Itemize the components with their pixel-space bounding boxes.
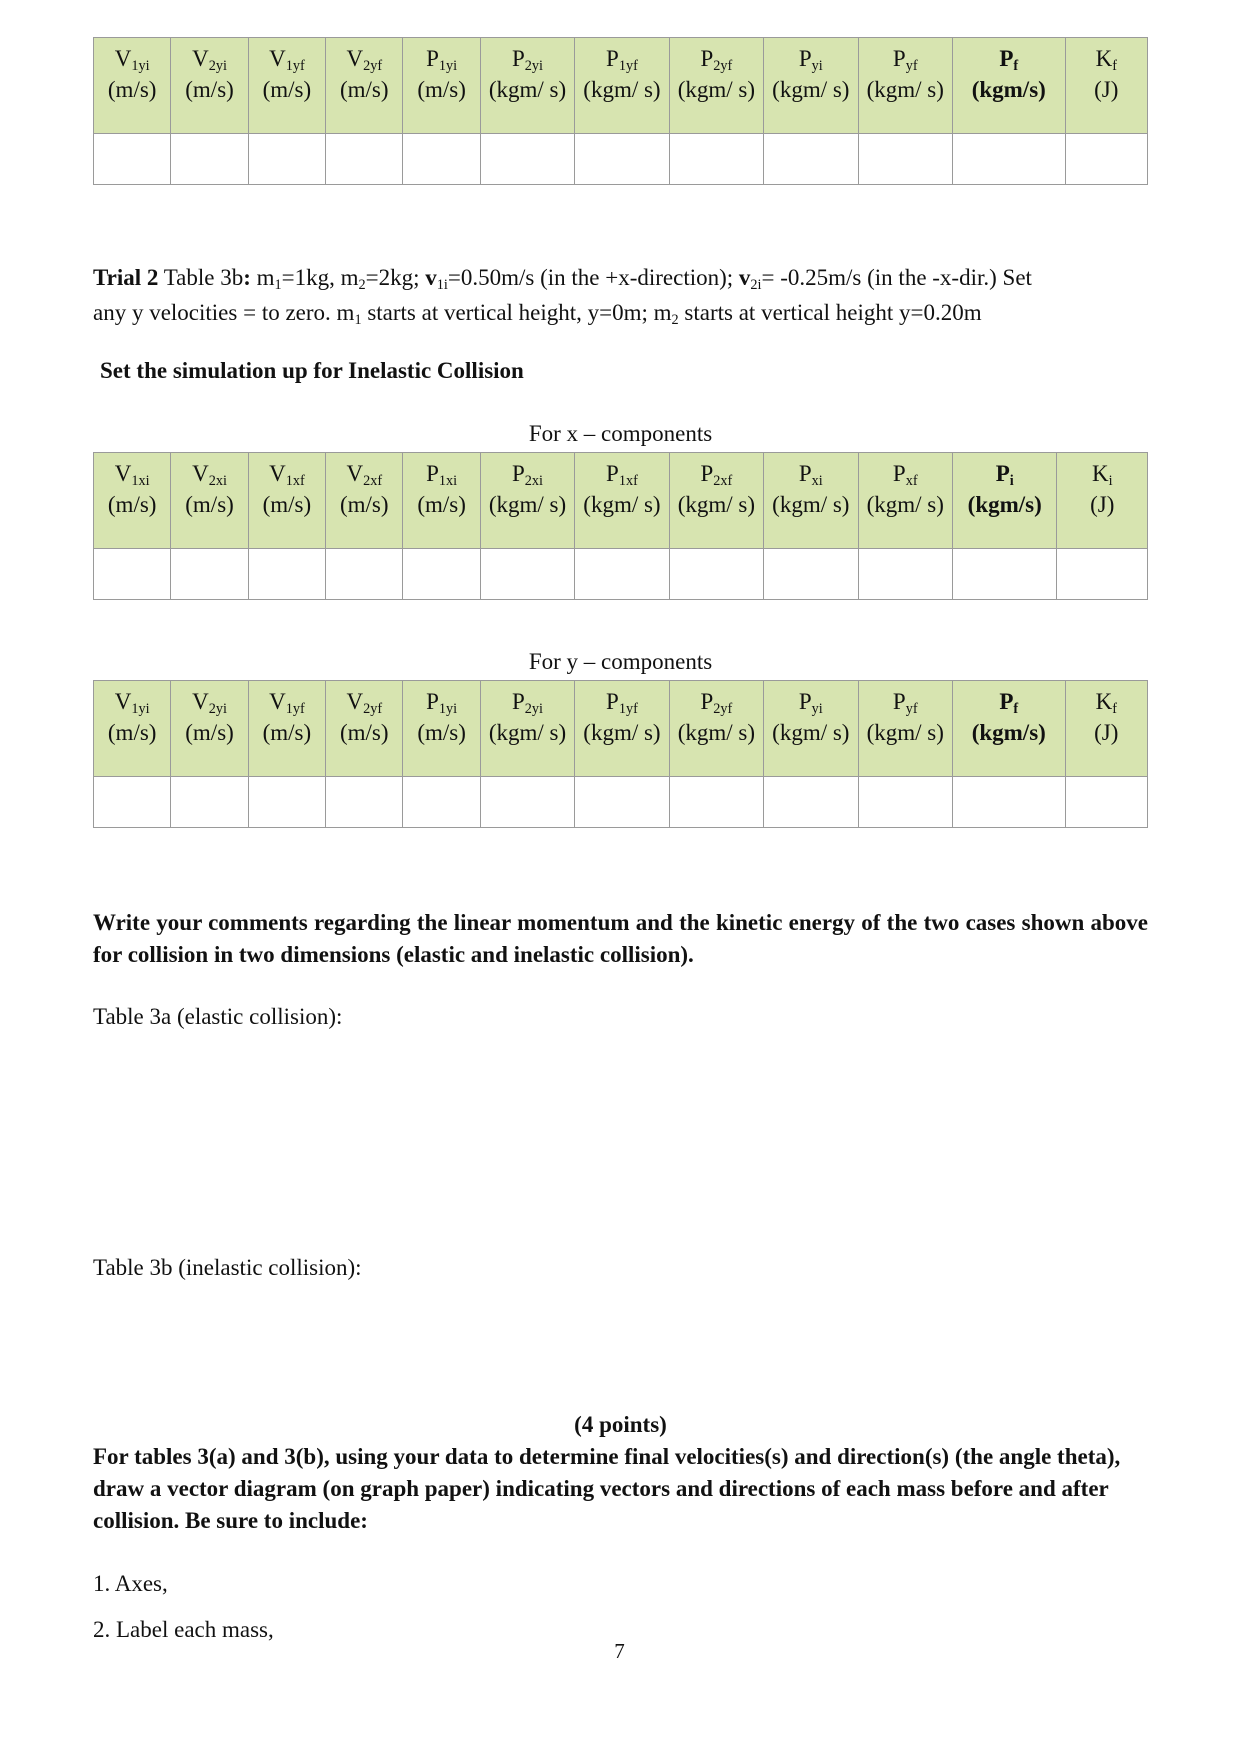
column-header: $P_{yf}$ (kgm/ s) bbox=[858, 38, 952, 134]
empty-cell[interactable] bbox=[952, 134, 1065, 185]
x-components-table-wrapper bbox=[93, 452, 1148, 600]
column-header: $P_{2yf}$ (kgm/ s) bbox=[669, 681, 763, 777]
column-header: $P_{1yf}$ (kgm/ s) bbox=[575, 38, 669, 134]
y-components-table-top bbox=[93, 37, 1148, 185]
column-header: $P_{2yi}$ (kgm/ s) bbox=[480, 38, 574, 134]
column-header: $P_{1xf}$ (kgm/ s) bbox=[575, 453, 669, 549]
empty-cell[interactable] bbox=[575, 549, 669, 600]
column-header: $P_{1yf}$ (kgm/ s) bbox=[575, 681, 669, 777]
table3a-label: Table 3a (elastic collision): bbox=[93, 1004, 343, 1029]
column-header: $V_{2yi}$ (m/s) bbox=[171, 38, 248, 134]
comments-prompt: Write your comments regarding the linear momentum and the kinetic energy of the two cases shown above for collision in two dimensions (elastic and inelastic collision). bbox=[93, 910, 1148, 967]
page-number: 7 bbox=[614, 1639, 625, 1663]
column-header: $P_{1yi}$ (m/s) bbox=[403, 38, 480, 134]
empty-cell[interactable] bbox=[403, 134, 480, 185]
column-header: $V_{1yf}$ (m/s) bbox=[248, 38, 325, 134]
empty-cell[interactable] bbox=[480, 549, 574, 600]
empty-cell[interactable] bbox=[858, 549, 952, 600]
column-header: $P_{yi}$ (kgm/ s) bbox=[764, 681, 858, 777]
y-components-caption: For y – components bbox=[528, 649, 713, 674]
list-item-axes: 1. Axes, bbox=[93, 1571, 168, 1596]
column-header: $P_{yi}$ (kgm/ s) bbox=[764, 38, 858, 134]
x-components-caption: For x – components bbox=[528, 421, 713, 446]
column-header: $P_{xi}$ (kgm/ s) bbox=[764, 453, 858, 549]
table-ref: Table 3b bbox=[163, 265, 244, 290]
data-row bbox=[94, 549, 1148, 600]
column-header: $P_{2yi}$ (kgm/ s) bbox=[480, 681, 574, 777]
column-header: $V_{2yi}$ (m/s) bbox=[171, 681, 248, 777]
empty-cell[interactable] bbox=[94, 777, 171, 828]
empty-cell[interactable] bbox=[171, 777, 248, 828]
column-header: $V_{1yi}$ (m/s) bbox=[94, 681, 171, 777]
empty-cell[interactable] bbox=[764, 134, 858, 185]
column-header: $P_i$ (kgm/s) bbox=[952, 453, 1056, 549]
empty-cell[interactable] bbox=[1057, 549, 1148, 600]
column-header: $V_{2yf}$ (m/s) bbox=[326, 681, 403, 777]
empty-cell[interactable] bbox=[669, 134, 763, 185]
empty-cell[interactable] bbox=[952, 549, 1056, 600]
empty-cell[interactable] bbox=[171, 549, 248, 600]
column-header: $K_i$ (J) bbox=[1057, 453, 1148, 549]
column-header: $P_{2yf}$ (kgm/ s) bbox=[669, 38, 763, 134]
empty-cell[interactable] bbox=[669, 777, 763, 828]
column-header: $V_{1yf}$ (m/s) bbox=[248, 681, 325, 777]
empty-cell[interactable] bbox=[403, 549, 480, 600]
table3b-label: Table 3b (inelastic collision): bbox=[93, 1255, 362, 1280]
empty-cell[interactable] bbox=[248, 549, 325, 600]
empty-cell[interactable] bbox=[480, 134, 574, 185]
column-header: $P_f$ (kgm/s) bbox=[952, 38, 1065, 134]
empty-cell[interactable] bbox=[669, 549, 763, 600]
trial-label: Trial 2 bbox=[93, 265, 159, 290]
column-header: $P_{1yi}$ (m/s) bbox=[403, 681, 480, 777]
column-header: $V_{2xf}$ (m/s) bbox=[326, 453, 403, 549]
empty-cell[interactable] bbox=[1065, 777, 1147, 828]
empty-cell[interactable] bbox=[952, 777, 1065, 828]
column-header: $V_{1xi}$ (m/s) bbox=[94, 453, 171, 549]
empty-cell[interactable] bbox=[858, 777, 952, 828]
column-header: $V_{1xf}$ (m/s) bbox=[248, 453, 325, 549]
data-row bbox=[94, 134, 1148, 185]
empty-cell[interactable] bbox=[94, 549, 171, 600]
empty-cell[interactable] bbox=[326, 549, 403, 600]
column-header: $P_{1xi}$ (m/s) bbox=[403, 453, 480, 549]
empty-cell[interactable] bbox=[575, 777, 669, 828]
empty-cell[interactable] bbox=[764, 549, 858, 600]
column-header: $V_{2yf}$ (m/s) bbox=[326, 38, 403, 134]
empty-cell[interactable] bbox=[171, 134, 248, 185]
empty-cell[interactable] bbox=[94, 134, 171, 185]
empty-cell[interactable] bbox=[248, 777, 325, 828]
empty-cell[interactable] bbox=[575, 134, 669, 185]
points-label: (4 points) bbox=[574, 1412, 667, 1437]
column-header: $P_{xf}$ (kgm/ s) bbox=[858, 453, 952, 549]
data-row bbox=[94, 777, 1148, 828]
empty-cell[interactable] bbox=[248, 134, 325, 185]
list-item-label-mass: 2. Label each mass, bbox=[93, 1617, 274, 1642]
column-header: $P_{2xi}$ (kgm/ s) bbox=[480, 453, 574, 549]
column-header: $V_{2xi}$ (m/s) bbox=[171, 453, 248, 549]
header-row bbox=[94, 38, 1148, 134]
x-components-table bbox=[93, 452, 1148, 600]
empty-cell[interactable] bbox=[403, 777, 480, 828]
empty-cell[interactable] bbox=[1065, 134, 1147, 185]
empty-cell[interactable] bbox=[764, 777, 858, 828]
column-header: $K_f$ (J) bbox=[1065, 681, 1147, 777]
y-components-table-bottom bbox=[93, 680, 1148, 828]
y-components-table-bottom-wrapper bbox=[93, 680, 1148, 828]
header-row bbox=[94, 681, 1148, 777]
setup-heading: Set the simulation up for Inelastic Collision bbox=[100, 358, 524, 383]
trial2-description: Trial 2 Table 3b: $m_1=1kg$, $m_2=2kg$; $v_{1i}=0.50m/s$ (in the +x-direction); $v_{2i}= -0.25m/s$ (in the -x-dir.) Set any y velocities = to zero. $m_1$ starts at vertical height, y=0m; $m_2$ starts at vertical height y=0.20m bbox=[93, 265, 1032, 329]
empty-cell[interactable] bbox=[326, 777, 403, 828]
y-components-table-top-wrapper bbox=[93, 37, 1148, 185]
header-row bbox=[94, 453, 1148, 549]
column-header: $P_f$ (kgm/s) bbox=[952, 681, 1065, 777]
empty-cell[interactable] bbox=[858, 134, 952, 185]
column-header: $P_{yf}$ (kgm/ s) bbox=[858, 681, 952, 777]
vector-instructions: For tables 3(a) and 3(b), using your data to determine final velocities(s) and direction(s) (the angle theta), draw a vector diagram (on graph paper) indicating vectors and directions of each mass before and after collision. Be sure to include: bbox=[93, 1444, 1121, 1533]
column-header: $V_{1yi}$ (m/s) bbox=[94, 38, 171, 134]
empty-cell[interactable] bbox=[326, 134, 403, 185]
column-header: $K_f$ (J) bbox=[1065, 38, 1147, 134]
empty-cell[interactable] bbox=[480, 777, 574, 828]
column-header: $P_{2xf}$ (kgm/ s) bbox=[669, 453, 763, 549]
